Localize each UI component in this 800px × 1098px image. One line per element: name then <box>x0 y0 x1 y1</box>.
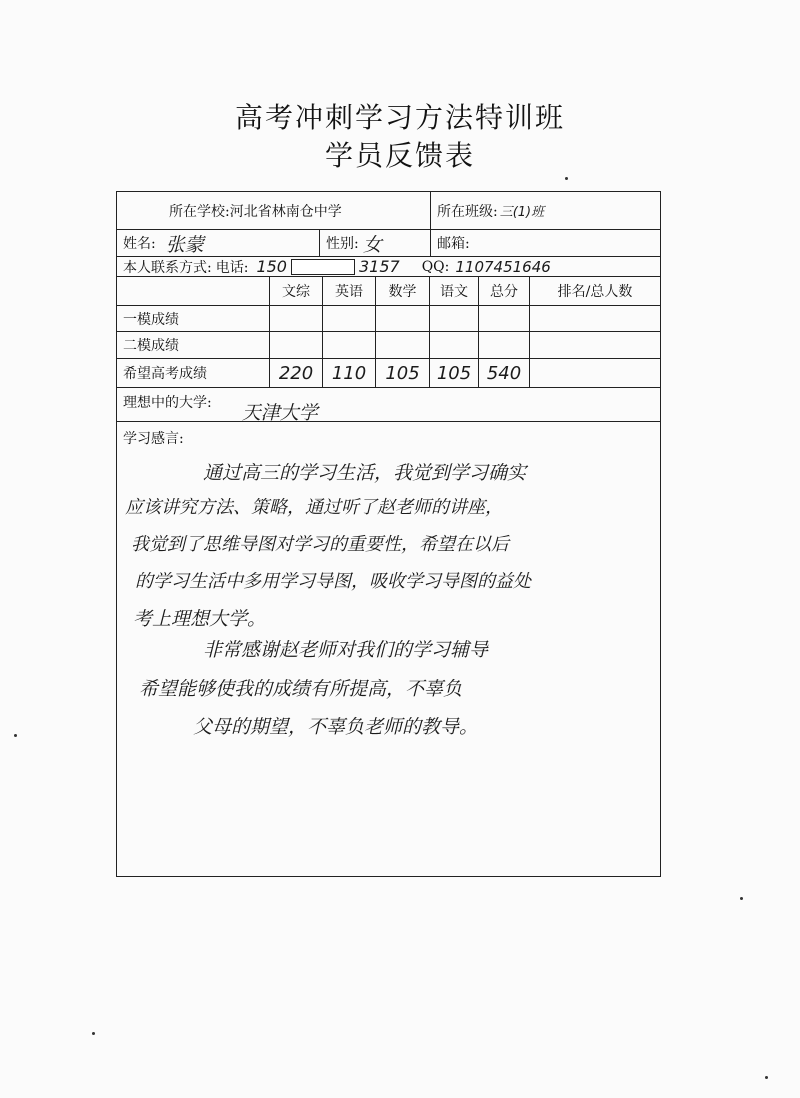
score-cell <box>429 306 478 331</box>
email-label: 邮箱: <box>437 236 470 252</box>
phone-redaction <box>291 259 355 275</box>
gender-label: 性别: <box>326 236 359 252</box>
score-cell <box>529 306 660 331</box>
contact-row <box>117 257 660 277</box>
phone-label: 电话: <box>215 259 249 276</box>
score-cell <box>478 306 529 331</box>
ideal-university-row <box>117 388 660 422</box>
score-cell <box>375 332 429 358</box>
school-value: 河北省林南仓中学 <box>229 203 342 220</box>
school-label: 所在学校: <box>169 203 230 220</box>
qq-value: 1107451646 <box>455 257 551 276</box>
feedback-line: 我觉到了思维导图对学习的重要性，希望在以后 <box>131 534 509 555</box>
score-header: 总分 <box>478 277 529 305</box>
name-field <box>123 230 319 256</box>
ideal-university-field <box>123 388 660 424</box>
score-header: 英语 <box>322 277 375 305</box>
score-cell <box>529 332 660 358</box>
score-cell <box>269 332 322 358</box>
score-cell: 540 <box>478 359 529 387</box>
score-cell: 105 <box>429 359 478 387</box>
contact-label: 本人联系方式: <box>123 259 212 276</box>
score-row-mock1 <box>117 306 660 332</box>
class-field <box>430 192 660 229</box>
score-header: 排名/总人数 <box>529 277 660 305</box>
phone-suffix: 3157 <box>358 257 400 276</box>
name-value: 张蒙 <box>165 233 204 256</box>
form-title: 高考冲刺学习方法特训班 <box>234 101 565 134</box>
feedback-line: 的学习生活中多用学习导图，吸收学习导图的益处 <box>135 571 531 592</box>
score-row-label: 希望高考成绩 <box>123 366 207 382</box>
scan-speck <box>14 734 17 737</box>
score-row-label: 一模成绩 <box>123 311 179 328</box>
form-subtitle: 学员反馈表 <box>324 139 475 172</box>
score-header: 文综 <box>269 277 322 305</box>
feedback-line: 应该讲究方法、策略，通过听了赵老师的讲座， <box>125 497 503 518</box>
score-cell <box>322 332 375 358</box>
scan-speck <box>565 177 568 180</box>
score-cell <box>322 306 375 331</box>
feedback-form <box>116 191 661 877</box>
score-cell <box>269 306 322 331</box>
scan-speck <box>740 897 743 900</box>
score-cell <box>375 306 429 331</box>
score-row-target <box>117 359 660 388</box>
school-field <box>169 192 429 229</box>
phone-prefix: 150 <box>256 257 287 276</box>
gender-field <box>319 230 430 256</box>
feedback-line: 非常感谢赵老师对我们的学习辅导 <box>203 639 489 661</box>
scan-speck <box>92 1032 95 1035</box>
feedback-line: 考上理想大学。 <box>133 608 267 630</box>
feedback-section <box>117 422 660 876</box>
gender-value: 女 <box>362 233 382 256</box>
ideal-university-value: 天津大学 <box>241 402 318 424</box>
school-row <box>117 192 660 230</box>
score-header-row <box>117 277 660 306</box>
score-cell: 220 <box>269 359 322 387</box>
name-label: 姓名: <box>123 236 156 252</box>
score-cell: 110 <box>322 359 375 387</box>
feedback-line: 父母的期望，不辜负老师的教导。 <box>193 716 479 738</box>
score-row-label: 二模成绩 <box>123 338 179 354</box>
scan-speck <box>765 1076 768 1079</box>
class-value: 三(1)班 <box>499 205 545 220</box>
email-field <box>430 230 660 256</box>
ideal-university-label: 理想中的大学: <box>123 395 212 411</box>
score-cell <box>429 332 478 358</box>
feedback-line: 通过高三的学习生活，我觉到学习确实 <box>203 462 527 484</box>
score-row-mock2 <box>117 332 660 359</box>
feedback-label: 学习感言: <box>123 431 184 447</box>
name-row <box>117 230 660 257</box>
score-cell <box>529 359 660 387</box>
contact-field <box>123 257 660 276</box>
score-cell <box>478 332 529 358</box>
qq-label: QQ: <box>421 258 450 275</box>
class-label: 所在班级: <box>437 203 498 220</box>
score-cell: 105 <box>375 359 429 387</box>
score-header: 数学 <box>375 277 429 305</box>
score-header-blank <box>117 277 269 305</box>
score-header: 语文 <box>429 277 478 305</box>
feedback-line: 希望能够使我的成绩有所提高，不辜负 <box>139 678 463 700</box>
